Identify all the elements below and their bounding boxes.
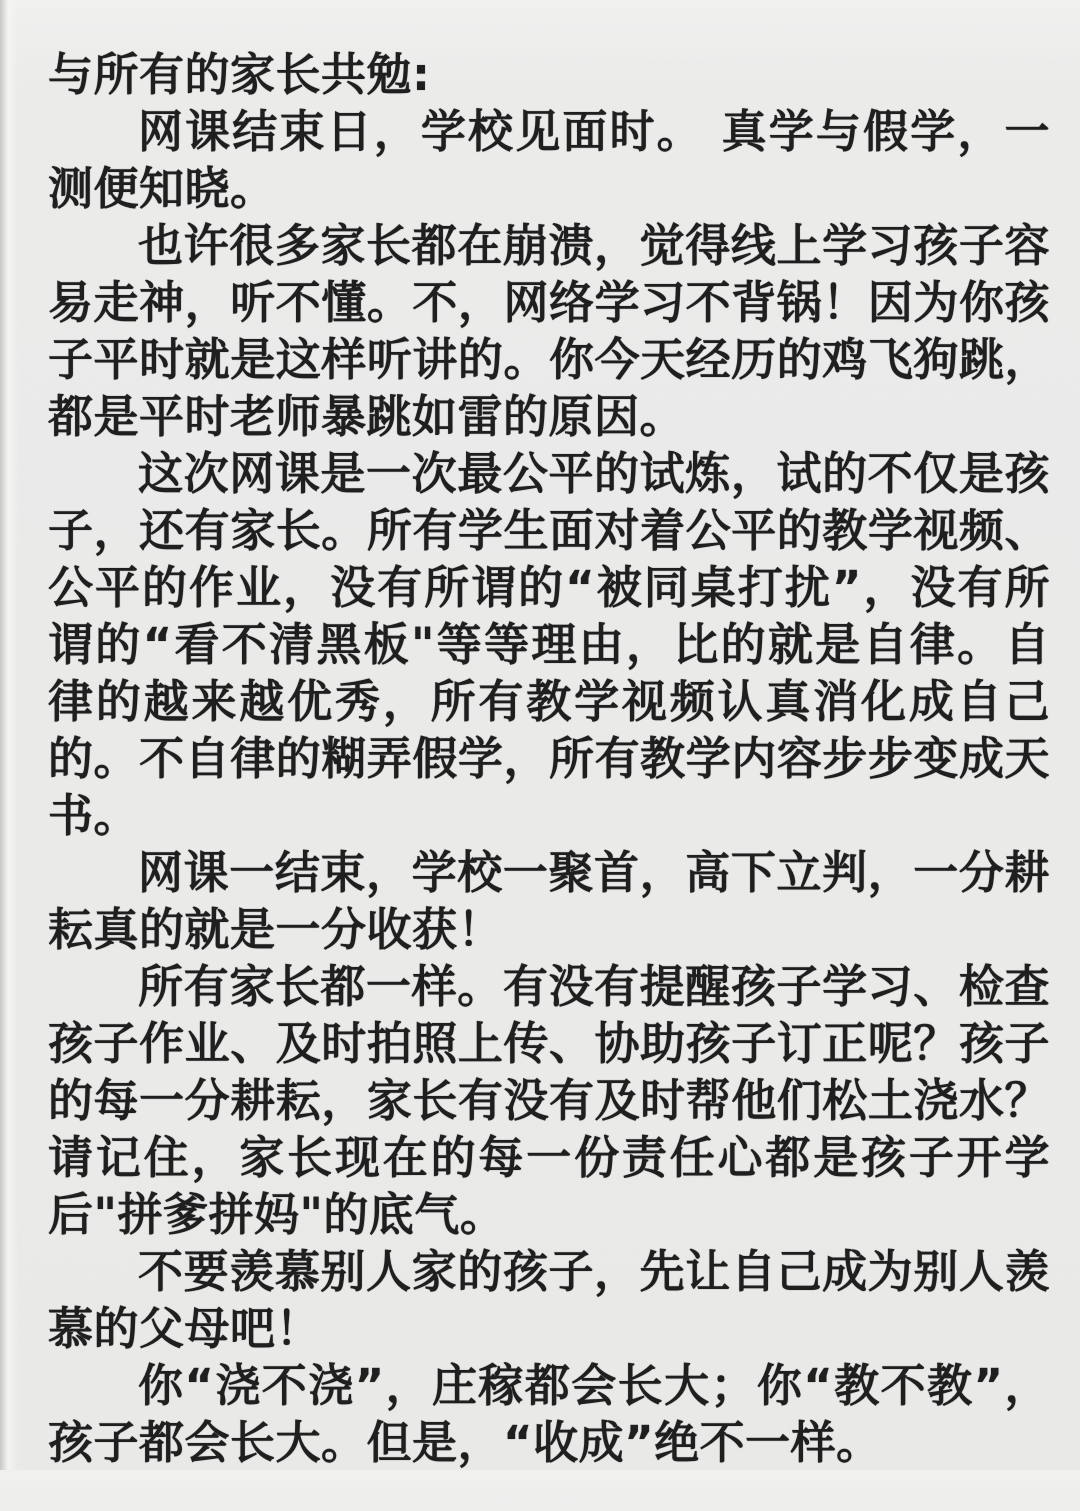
paragraph-parents-collapse: 也许很多家长都在崩溃，觉得线上学习孩子容易走神，听不懂。不，网络学习不背锅！因为你孩子平时就是这样听讲的。你今天经历的鸡飞狗跳，都是平时老师暴跳如雷的原因。 [48, 219, 1050, 443]
paragraph-envy: 不要羡慕别人家的孩子，先让自己成为别人羡慕的父母吧！ [48, 1245, 1050, 1355]
paragraph-fair-trial: 这次网课是一次最公平的试炼，试的不仅是孩子，还有家长。所有学生面对着公平的教学视频、公平的作业，没有所谓的“被同桌打扰”，没有所谓的“看不清黑板"等等理由，比的就是自律。自律的越来越优秀，所有教学视频认真消化成自己的。不自律的糊弄假学，所有教学内容步步变成天书。 [48, 447, 1050, 842]
paragraph-harvest: 网课一结束，学校一聚首，高下立判，一分耕耘真的就是一分收获！ [48, 846, 1050, 956]
paragraph-online-class-end: 网课结束日，学校见面时。 真学与假学，一测便知晓。 [48, 105, 1050, 215]
document-heading: 与所有的家长共勉: [48, 48, 431, 101]
paragraph-watering-teaching: 你“浇不浇”，庄稼都会长大；你“教不教”，孩子都会长大。但是，“收成”绝不一样。 [48, 1359, 1050, 1469]
paragraph-parents-duty: 所有家长都一样。有没有提醒孩子学习、检查孩子作业、及时拍照上传、协助孩子订正呢？孩子的每一分耕耘，家长有没有及时帮他们松土浇水？请记住，家长现在的每一份责任心都是孩子开学后"拼爹拼妈"的底气。 [48, 960, 1050, 1241]
